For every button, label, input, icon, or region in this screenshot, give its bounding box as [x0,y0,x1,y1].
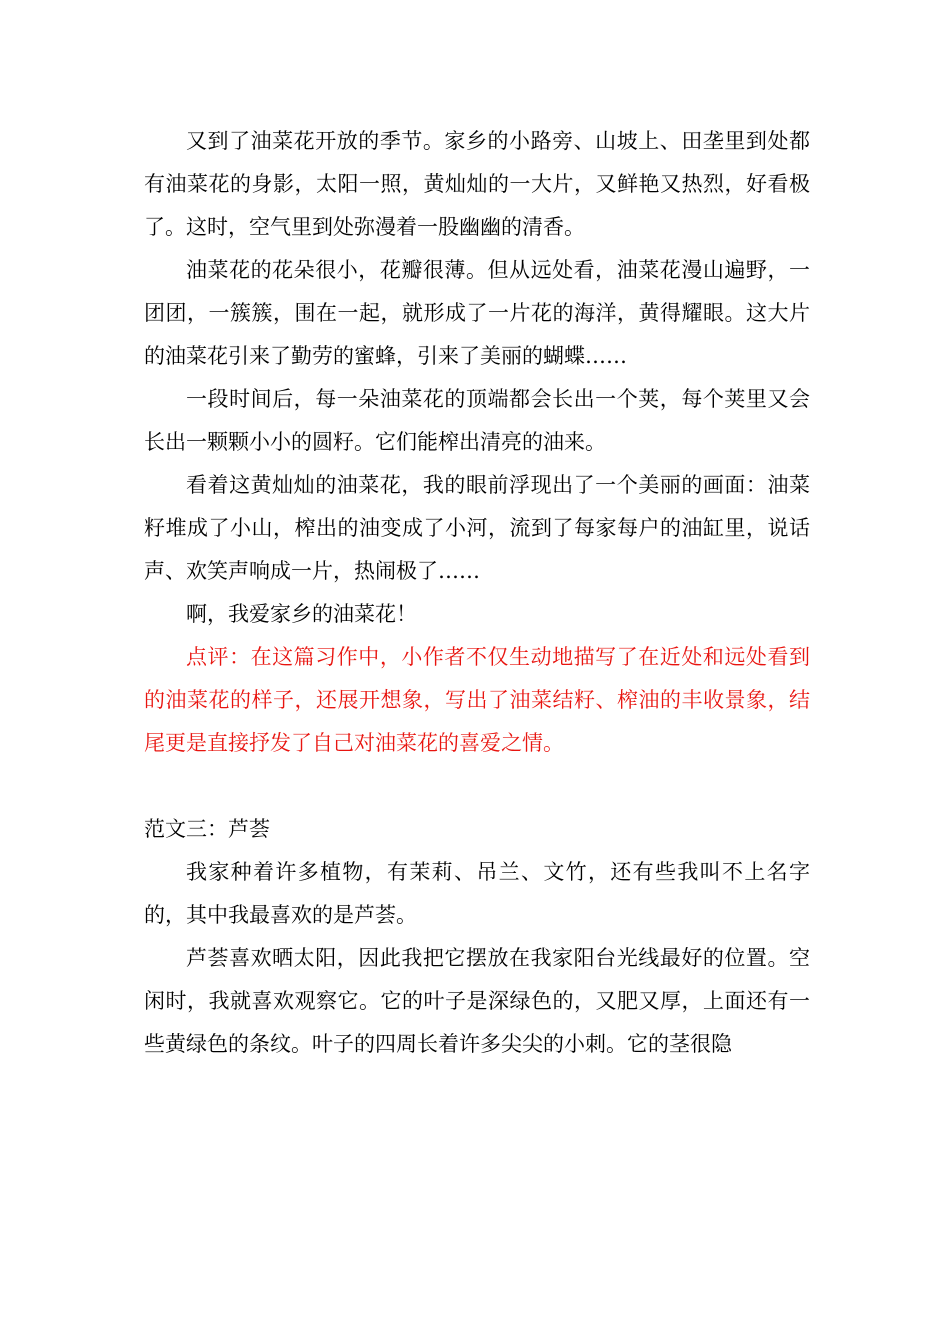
essay2-paragraph-2: 油菜花的花朵很小，花瓣很薄。但从远处看，油菜花漫山遍野，一团团，一簇簇，围在一起，就形成了一片花的海洋，黄得耀眼。这大片的油菜花引来了勤劳的蜜蜂，引来了美丽的蝴蝶…… [144,258,810,368]
essay2-paragraph-1: 又到了油菜花开放的季节。家乡的小路旁、山坡上、田垄里到处都有油菜花的身影，太阳一照，黄灿灿的一大片，又鲜艳又热烈，好看极了。这时，空气里到处弥漫着一股幽幽的清香。 [144,129,810,239]
document-page [144,120,810,1066]
essay2-comment: 点评：在这篇习作中，小作者不仅生动地描写了在近处和远处看到的油菜花的样子，还展开想象，写出了油菜结籽、榨油的丰收景象，结尾更是直接抒发了自己对油菜花的喜爱之情。 [144,645,810,755]
essay3-paragraph-1: 我家种着许多植物，有茉莉、吊兰、文竹，还有些我叫不上名字的，其中我最喜欢的是芦荟。 [144,860,810,927]
essay3-paragraph-2: 芦荟喜欢晒太阳，因此我把它摆放在我家阳台光线最好的位置。空闲时，我就喜欢观察它。它的叶子是深绿色的，又肥又厚，上面还有一些黄绿色的条纹。叶子的四周长着许多尖尖的小刺。它的茎很隐 [144,946,810,1056]
essay3-heading: 范文三：芦荟 [144,817,270,841]
essay2-paragraph-3: 一段时间后，每一朵油菜花的顶端都会长出一个荚，每个荚里又会长出一颗颗小小的圆籽。它们能榨出清亮的油来。 [144,387,810,454]
essay2-paragraph-5: 啊，我爱家乡的油菜花！ [186,602,417,626]
essay2-paragraph-4: 看着这黄灿灿的油菜花，我的眼前浮现出了一个美丽的画面：油菜籽堆成了小山，榨出的油变成了小河，流到了每家每户的油缸里，说话声、欢笑声响成一片，热闹极了…… [144,473,810,583]
